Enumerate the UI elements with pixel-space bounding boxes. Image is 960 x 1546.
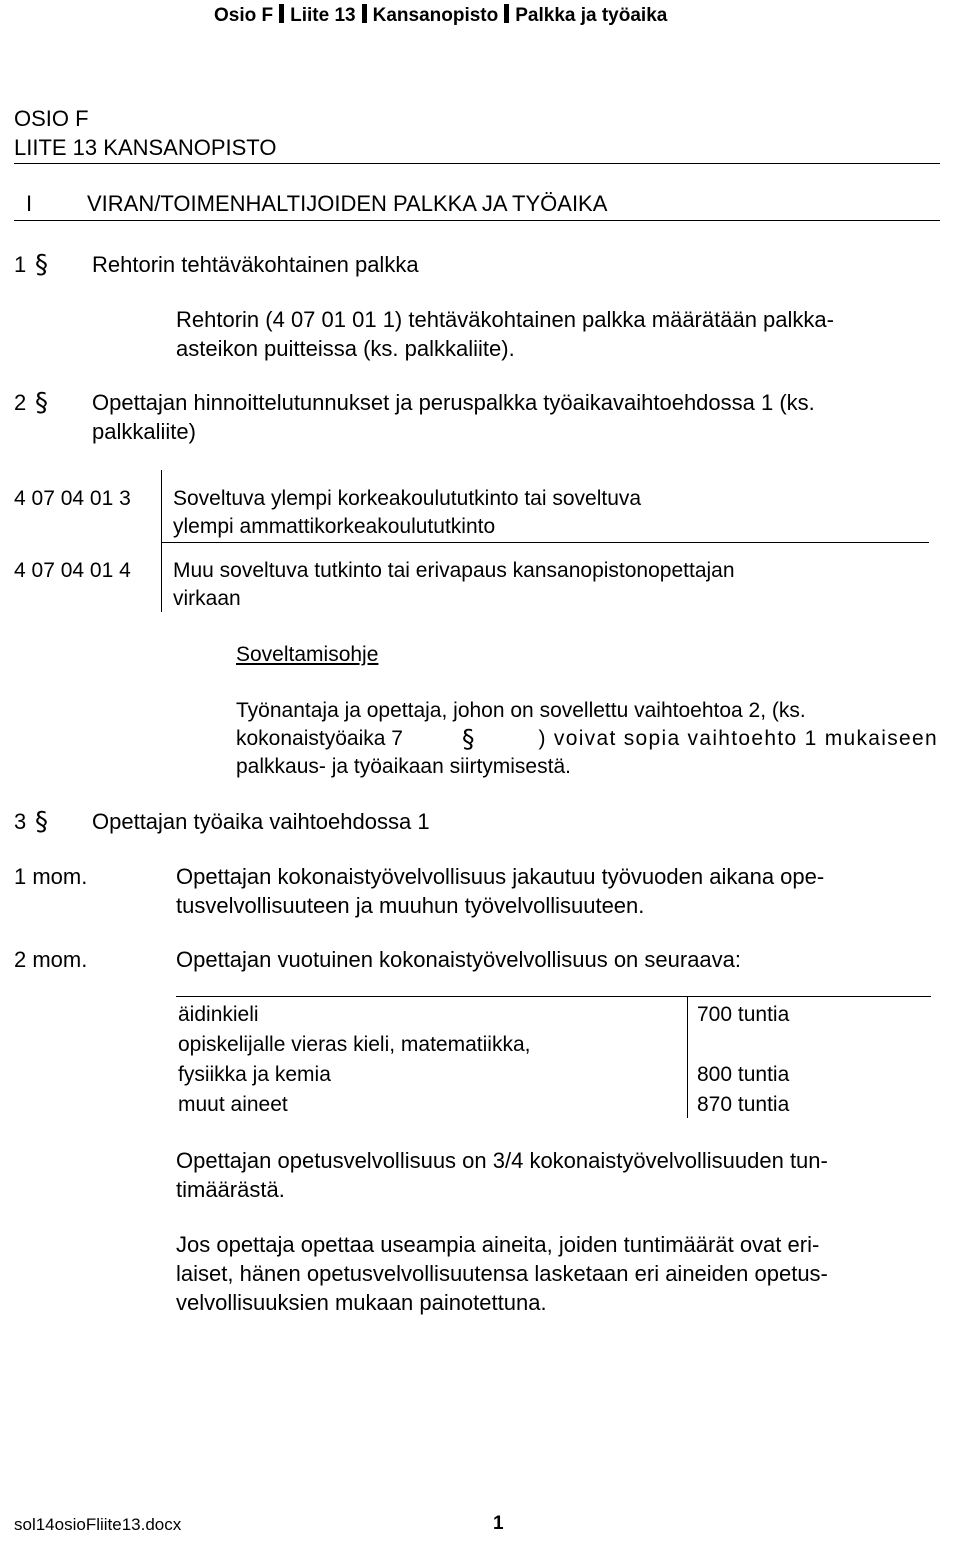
section-i-rule bbox=[14, 220, 940, 221]
section-i-title: VIRAN/TOIMENHALTIJOIDEN PALKKA JA TYÖAIKA bbox=[87, 191, 608, 216]
ohje-line1: Työnantaja ja opettaja, johon on sovellettu vaihtoehtoa 2, (ks. bbox=[236, 699, 806, 722]
s2-number: 2 bbox=[14, 390, 27, 415]
doc-title-line2: LIITE 13 KANSANOPISTO bbox=[14, 135, 277, 160]
codes-row-rule bbox=[161, 542, 929, 543]
s2-title: Opettajan hinnoittelutunnukset ja peruspalkka työaikavaihtoehdossa 1 (ks. bbox=[92, 390, 815, 415]
header-liite: Liite 13 bbox=[290, 5, 356, 26]
section-sign-icon bbox=[34, 387, 48, 417]
header-separator bbox=[504, 4, 509, 23]
code-1-desc-line2: ylempi ammattikorkeakoulututkinto bbox=[173, 515, 496, 538]
ohje-line2-a: kokonaistyöaika 7 bbox=[236, 727, 403, 750]
para2-line2: laiset, hänen opetusvelvollisuutensa lasketaan eri aineiden opetus- bbox=[176, 1261, 828, 1286]
section-sign-icon bbox=[34, 249, 48, 279]
code-2: 4 07 04 01 4 bbox=[14, 559, 131, 582]
mom1-label: 1 mom. bbox=[14, 864, 88, 889]
code-1-desc-line1: Soveltuva ylempi korkeakoulututkinto tai soveltuva bbox=[173, 487, 642, 510]
mom1-line2: tusvelvollisuuteen ja muuhun työvelvollisuuteen. bbox=[176, 893, 645, 918]
hours-value-2: 800 tuntia bbox=[697, 1063, 790, 1086]
s3-number: 3 bbox=[14, 809, 27, 834]
hours-value-1: 700 tuntia bbox=[697, 1003, 790, 1026]
para1-line2: timäärästä. bbox=[176, 1177, 285, 1202]
s3-title: Opettajan työaika vaihtoehdossa 1 bbox=[92, 809, 430, 834]
hours-table-divider bbox=[687, 996, 688, 1118]
hours-subject-2: opiskelijalle vieras kieli, matematiikka, bbox=[178, 1033, 531, 1056]
footer-page-number: 1 bbox=[493, 1513, 504, 1534]
para1-line1: Opettajan opetusvelvollisuus on 3/4 kokonaistyövelvollisuuden tun- bbox=[176, 1148, 828, 1173]
ohje-line2 bbox=[236, 724, 938, 753]
doc-title-line1: OSIO F bbox=[14, 106, 89, 131]
code-2-desc-line1: Muu soveltuva tutkinto tai erivapaus kansanopistonopettajan bbox=[173, 559, 735, 582]
page-header bbox=[214, 4, 667, 27]
mom2-text: Opettajan vuotuinen kokonaistyövelvollisuus on seuraava: bbox=[176, 947, 742, 972]
ohje-line3: palkkaus- ja työaikaan siirtymisestä. bbox=[236, 755, 571, 778]
mom2-label: 2 mom. bbox=[14, 947, 88, 972]
para2-line1: Jos opettaja opettaa useampia aineita, joiden tuntimäärät ovat eri- bbox=[176, 1232, 820, 1257]
code-2-desc-line2: virkaan bbox=[173, 587, 241, 610]
s2-title-cont: palkkaliite) bbox=[92, 419, 196, 444]
hours-subject-3: muut aineet bbox=[178, 1093, 288, 1116]
ohje-title: Soveltamisohje bbox=[236, 643, 379, 666]
hours-subject-2-cont: fysiikka ja kemia bbox=[178, 1063, 331, 1086]
header-separator bbox=[362, 4, 367, 23]
code-1: 4 07 04 01 3 bbox=[14, 487, 131, 510]
section-i-number: I bbox=[26, 191, 33, 216]
svg-text:§: § bbox=[35, 388, 48, 417]
para2-line3: velvollisuuksien mukaan painotettuna. bbox=[176, 1290, 547, 1315]
header-osio: Osio F bbox=[214, 5, 274, 26]
s1-number: 1 bbox=[14, 252, 27, 277]
codes-divider bbox=[161, 470, 162, 612]
header-kansanopisto: Kansanopisto bbox=[372, 5, 499, 26]
s1-body-line2: asteikon puitteissa (ks. palkkaliite). bbox=[176, 336, 515, 361]
header-palkka: Palkka ja työaika bbox=[515, 5, 668, 26]
ohje-line2-b: ) voivat sopia vaihtoehto 1 mukaiseen bbox=[538, 727, 938, 750]
title-rule bbox=[14, 163, 940, 164]
hours-table-top-rule bbox=[176, 996, 931, 997]
footer-filename: sol14osioFliite13.docx bbox=[14, 1515, 182, 1534]
mom1-line1: Opettajan kokonaistyövelvollisuus jakautuu työvuoden aikana ope- bbox=[176, 864, 825, 889]
section-sign-icon bbox=[461, 724, 475, 753]
svg-text:§: § bbox=[35, 250, 48, 279]
svg-text:§: § bbox=[461, 724, 475, 753]
header-separator bbox=[279, 4, 284, 23]
svg-text:§: § bbox=[35, 807, 48, 836]
s1-body-line1: Rehtorin (4 07 01 01 1) tehtäväkohtainen palkka määrätään palkka- bbox=[176, 307, 834, 332]
hours-value-3: 870 tuntia bbox=[697, 1093, 790, 1116]
section-sign-icon bbox=[34, 806, 48, 836]
hours-subject-1: äidinkieli bbox=[178, 1003, 259, 1026]
s1-title: Rehtorin tehtäväkohtainen palkka bbox=[92, 252, 419, 277]
